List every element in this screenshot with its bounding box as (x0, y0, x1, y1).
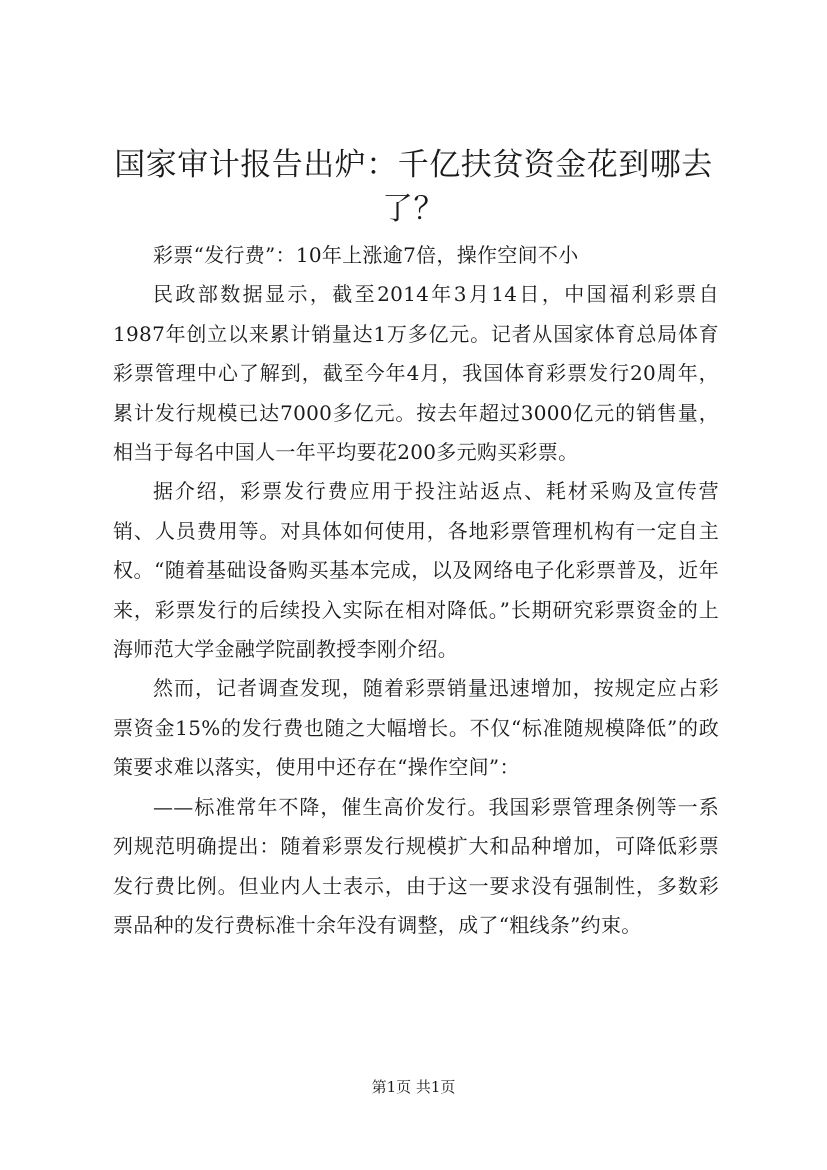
document-title: 国家审计报告出炉：千亿扶贫资金花到哪去了？ (114, 147, 713, 227)
paragraph: ——标准常年不降，催生高价发行。我国彩票管理条例等一系列规范明确提出：随着彩票发行规模扩大和品种增加，可降低彩票发行费比例。但业内人士表示，由于这一要求没有强制性，多数彩票品种的发行费标准十余年没有调整，成了“粗线条”约束。 (113, 794, 719, 937)
page-footer: 第1页 共1页 (371, 1078, 456, 1096)
paragraph: 据介绍，彩票发行费应用于投注站返点、耗材采购及宣传营销、人员费用等。对具体如何使用，各地彩票管理机构有一定自主权。“随着基础设备购买基本完成，以及网络电子化彩票普及，近年来，彩票发行的后续投入实际在相对降低。”长期研究彩票资金的上海师范大学金融学院副教授李刚介绍。 (113, 479, 719, 662)
paragraph: 然而，记者调查发现，随着彩票销量迅速增加，按规定应占彩票资金15%的发行费也随之大幅增长。不仅“标准随规模降低”的政策要求难以落实，使用中还存在“操作空间”： (113, 676, 719, 780)
document-body (113, 236, 719, 945)
paragraph-subheading: 彩票“发行费”：10年上涨逾7倍，操作空间不小 (153, 243, 579, 267)
paragraph: 民政部数据显示，截至2014年3月14日，中国福利彩票自1987年创立以来累计销量达1万多亿元。记者从国家体育总局体育彩票管理中心了解到，截至今年4月，我国体育彩票发行20周年，累计发行规模已达7000多亿元。按去年超过3000亿元的销售量，相当于每名中国人一年平均要花200多元购买彩票。 (113, 282, 719, 465)
